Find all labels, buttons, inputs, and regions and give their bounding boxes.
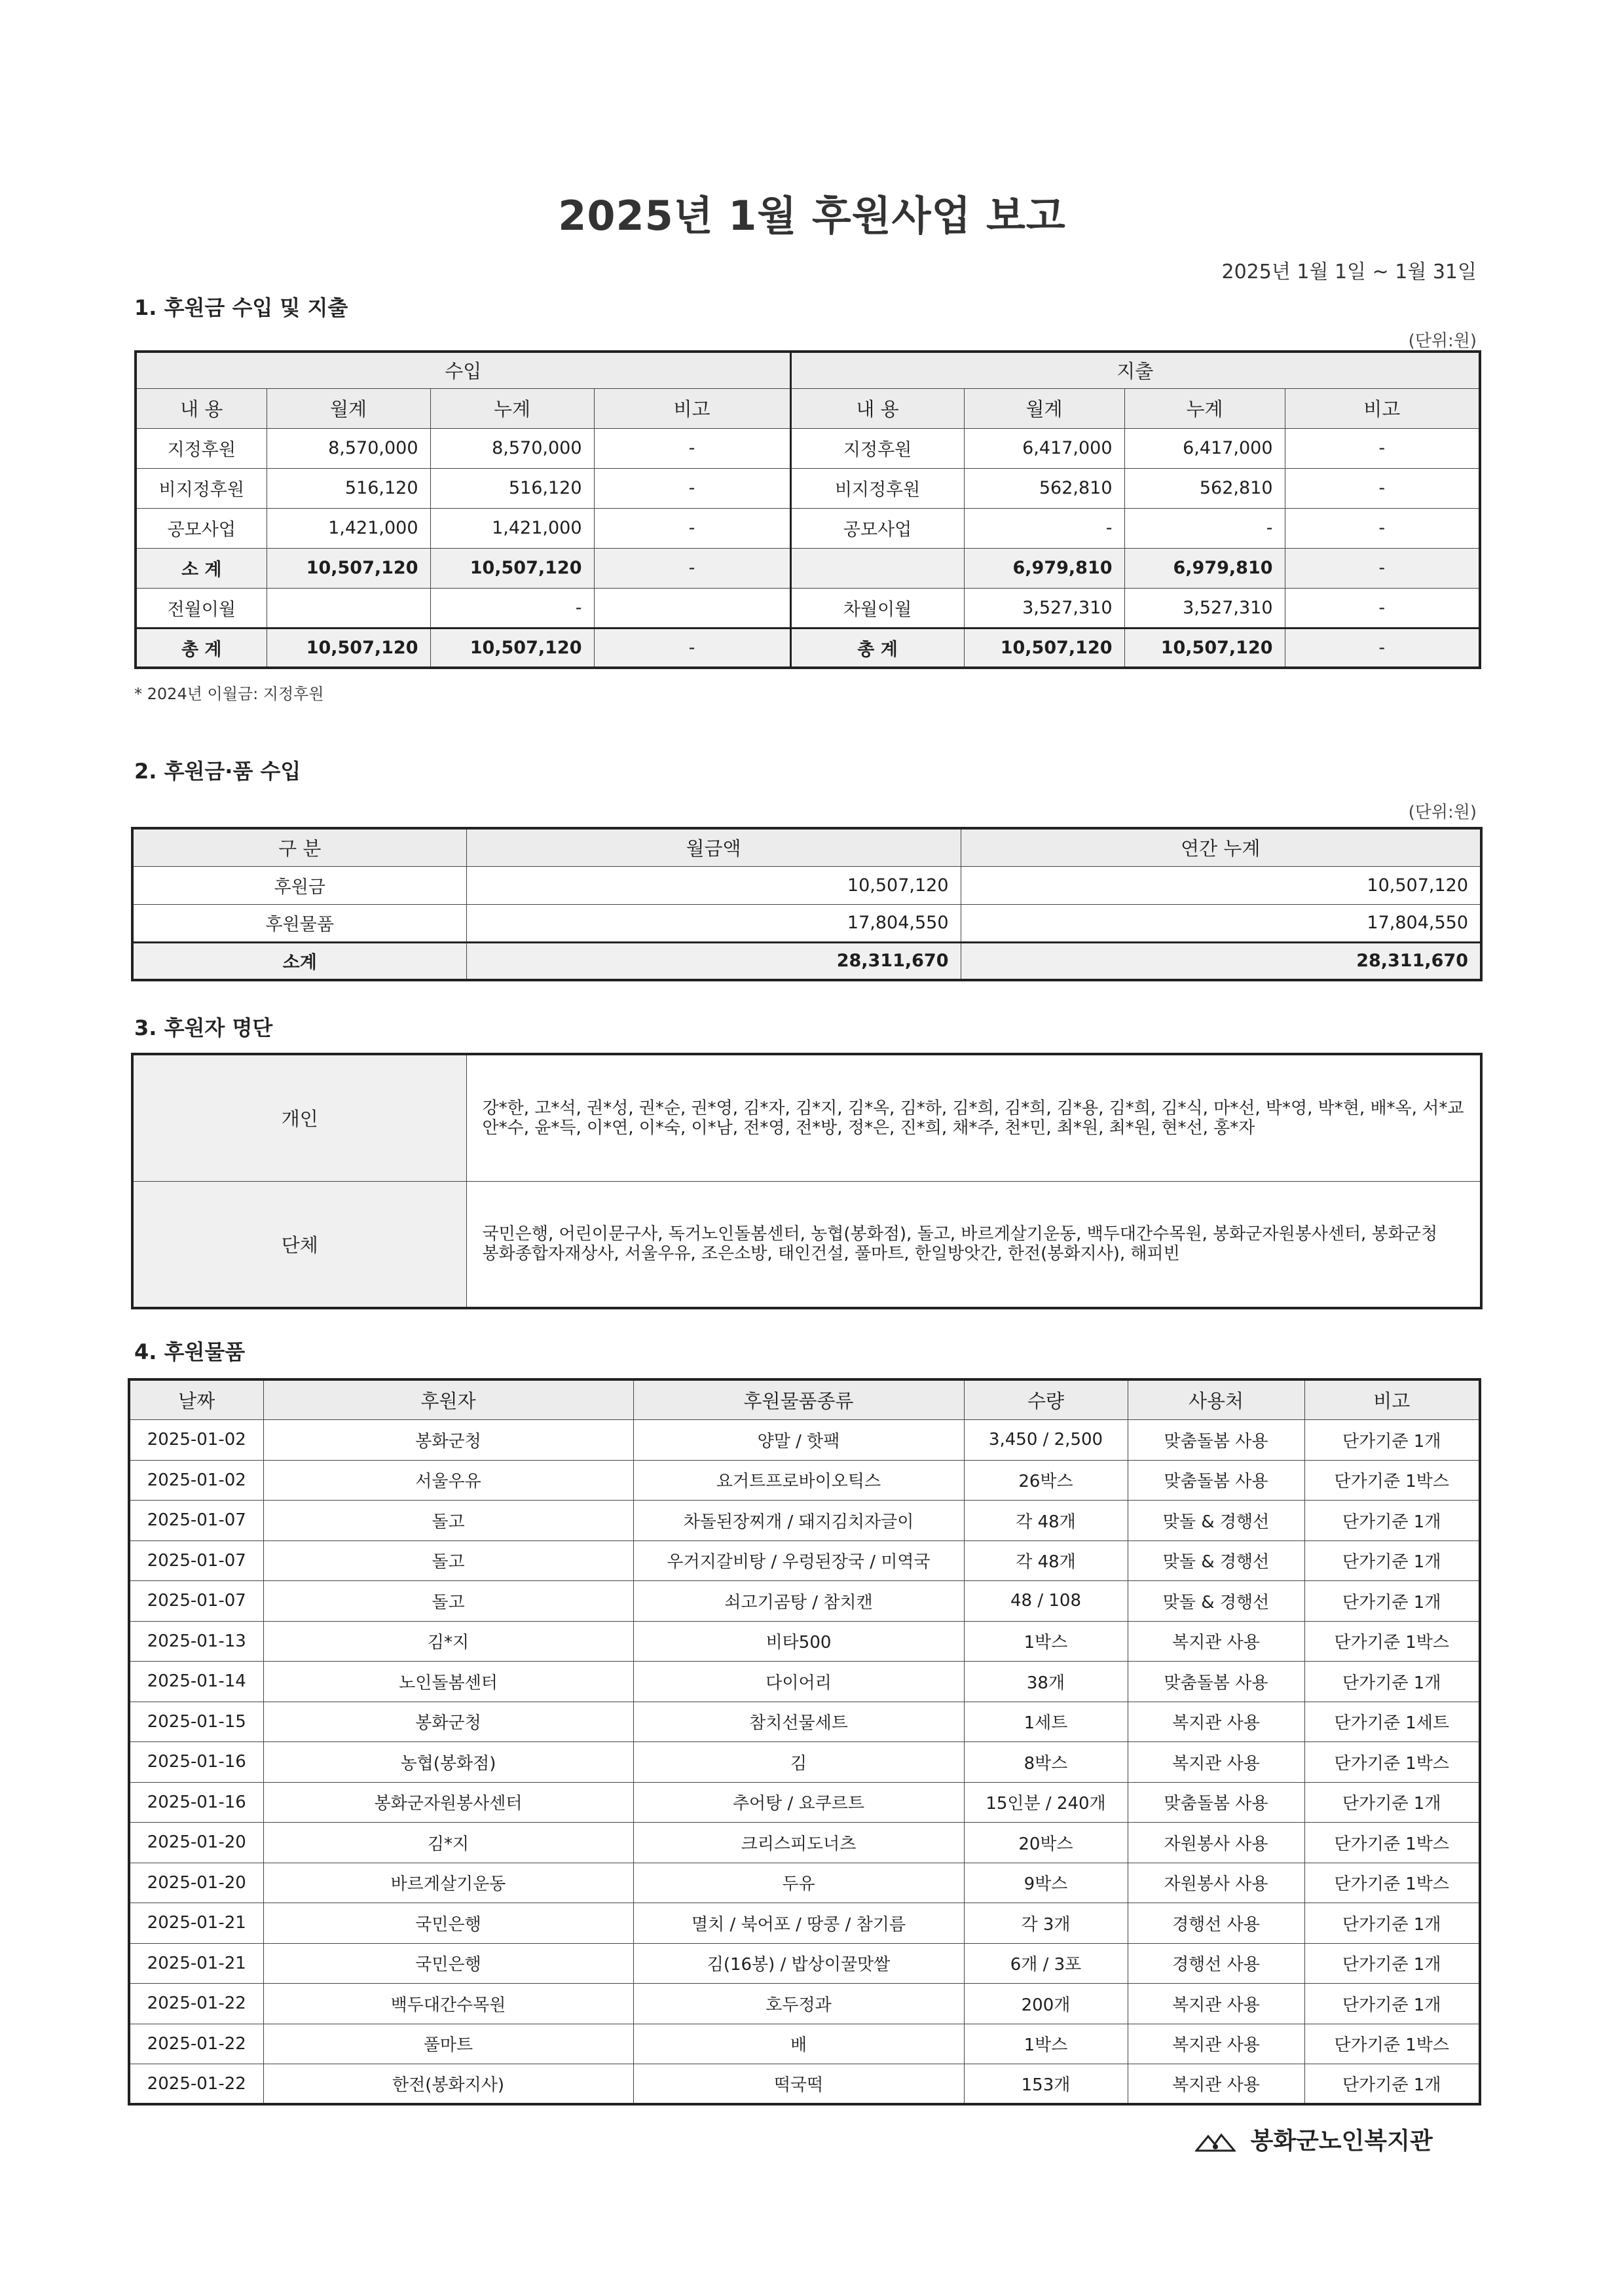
t2-col-header: 월금액 <box>466 828 961 866</box>
table-cell: 1세트 <box>964 1702 1128 1742</box>
table-cell: 6,417,000 <box>1124 428 1285 468</box>
table-cell: - <box>1285 628 1480 668</box>
table-cell: - <box>594 428 790 468</box>
t1-col-header: 누계 <box>1124 388 1285 428</box>
table-cell: 단가기준 1박스 <box>1304 1742 1480 1783</box>
table-cell: 양말 / 핫팩 <box>633 1420 964 1461</box>
table-cell: 26박스 <box>964 1460 1128 1501</box>
table-cell: 봉화군자원봉사센터 <box>263 1782 633 1823</box>
table-cell: 복지관 사용 <box>1128 2064 1304 2105</box>
section1-title: 1. 후원금 수입 및 지출 <box>134 295 348 320</box>
table-cell: 단가기준 1개 <box>1304 1420 1480 1461</box>
table-cell: - <box>1124 508 1285 548</box>
table-cell: 돌고 <box>263 1540 633 1581</box>
table-cell: 서울우유 <box>263 1460 633 1501</box>
table-cell: 2025-01-21 <box>129 1903 263 1944</box>
table-cell: 자원봉사 사용 <box>1128 1823 1304 1863</box>
table-cell: 국민은행 <box>263 1943 633 1984</box>
table-cell: 국민은행 <box>263 1903 633 1944</box>
table-cell: 562,810 <box>1124 468 1285 508</box>
table-cell: 6,979,810 <box>964 548 1124 588</box>
table-cell: 각 48개 <box>964 1501 1128 1541</box>
table-cell: 단가기준 1개 <box>1304 1943 1480 1984</box>
table-row <box>136 588 1480 628</box>
table-cell: 총 계 <box>136 628 267 668</box>
table-cell: 8,570,000 <box>267 428 430 468</box>
table-cell: 지정후원 <box>790 428 964 468</box>
table-cell: 단가기준 1박스 <box>1304 1621 1480 1662</box>
table-cell: 8박스 <box>964 1742 1128 1783</box>
table-cell: 경행선 사용 <box>1128 1903 1304 1944</box>
table-cell: 단가기준 1개 <box>1304 1662 1480 1702</box>
income-header: 수입 <box>136 352 790 388</box>
table-cell: 200개 <box>964 1984 1128 2024</box>
table-cell <box>594 588 790 628</box>
table-cell: 우거지갈비탕 / 우렁된장국 / 미역국 <box>633 1540 964 1581</box>
table-cell: 소계 <box>132 942 466 980</box>
table-cell: 38개 <box>964 1662 1128 1702</box>
table-cell: 봉화군청 <box>263 1420 633 1461</box>
t4-col-header: 수량 <box>964 1379 1128 1420</box>
table-cell: 2025-01-21 <box>129 1943 263 1984</box>
table-cell: 비지정후원 <box>790 468 964 508</box>
t4-col-header: 사용처 <box>1128 1379 1304 1420</box>
table-row <box>129 1621 1480 1662</box>
table-cell: 1,421,000 <box>430 508 594 548</box>
table-cell: 두유 <box>633 1863 964 1903</box>
table-cell: 맞돌 & 경행선 <box>1128 1540 1304 1581</box>
table-cell: 백두대간수목원 <box>263 1984 633 2024</box>
table-cell: 2025-01-07 <box>129 1581 263 1622</box>
donor-list-table <box>131 1053 1483 1309</box>
donation-summary-table <box>131 827 1483 981</box>
section2-unit: (단위:원) <box>1408 803 1477 822</box>
table-cell: 20박스 <box>964 1823 1128 1863</box>
table-cell: 2025-01-15 <box>129 1702 263 1742</box>
table-cell: 2025-01-07 <box>129 1540 263 1581</box>
table-cell: 9박스 <box>964 1863 1128 1903</box>
table-cell: 차월이월 <box>790 588 964 628</box>
table-cell: 비타500 <box>633 1621 964 1662</box>
table-cell: 단가기준 1개 <box>1304 1984 1480 2024</box>
table-cell: 28,311,670 <box>961 942 1481 980</box>
table-cell: 지정후원 <box>136 428 267 468</box>
table-cell: - <box>594 548 790 588</box>
table-cell: 2025-01-16 <box>129 1782 263 1823</box>
table-cell: 풀마트 <box>263 2024 633 2064</box>
table-cell: 516,120 <box>267 468 430 508</box>
table-cell: 한전(봉화지사) <box>263 2064 633 2105</box>
table-row <box>129 1702 1480 1742</box>
table-cell: 단가기준 1개 <box>1304 1501 1480 1541</box>
table-cell: 총 계 <box>790 628 964 668</box>
table-cell: 차돌된장찌개 / 돼지김치자글이 <box>633 1501 964 1541</box>
table-cell: 맞춤돌봄 사용 <box>1128 1782 1304 1823</box>
table-cell: 복지관 사용 <box>1128 1702 1304 1742</box>
table-cell: 10,507,120 <box>466 866 961 904</box>
table-cell: 2025-01-20 <box>129 1863 263 1903</box>
table-cell: 김*지 <box>263 1621 633 1662</box>
table-row <box>132 904 1481 942</box>
table-cell: 떡국떡 <box>633 2064 964 2105</box>
t4-col-header: 비고 <box>1304 1379 1480 1420</box>
t1-col-header: 비고 <box>1285 388 1480 428</box>
table-row <box>129 1863 1480 1903</box>
table-row <box>129 1943 1480 1984</box>
table-cell: 크리스피도너츠 <box>633 1823 964 1863</box>
table-cell: 후원물품 <box>132 904 466 942</box>
table-cell: 10,507,120 <box>964 628 1124 668</box>
t2-col-header: 구 분 <box>132 828 466 866</box>
group-donors-line: 국민은행, 어린이문구사, 독거노인돌봄센터, 농협(봉화점), 돌고, 바르게살기운동, 백두대간수목원, 봉화군자원봉사센터, 봉화군청 <box>482 1224 1438 1245</box>
t1-column-header-row <box>136 388 1480 428</box>
table-cell: 10,507,120 <box>961 866 1481 904</box>
table-cell: 17,804,550 <box>961 904 1481 942</box>
table-cell: 멸치 / 북어포 / 땅콩 / 참기름 <box>633 1903 964 1944</box>
table-cell: - <box>1285 428 1480 468</box>
table-row <box>129 1420 1480 1461</box>
table-cell: 돌고 <box>263 1501 633 1541</box>
table-cell <box>790 548 964 588</box>
table-cell: 복지관 사용 <box>1128 1984 1304 2024</box>
table-cell: 맞돌 & 경행선 <box>1128 1501 1304 1541</box>
table-cell: 6,979,810 <box>1124 548 1285 588</box>
table-cell: 단가기준 1개 <box>1304 1903 1480 1944</box>
table-cell: 자원봉사 사용 <box>1128 1863 1304 1903</box>
table-cell: 요거트프로바이오틱스 <box>633 1460 964 1501</box>
table-cell: 경행선 사용 <box>1128 1943 1304 1984</box>
table-cell: 10,507,120 <box>1124 628 1285 668</box>
table-cell: 2025-01-22 <box>129 1984 263 2024</box>
table-cell: 1박스 <box>964 2024 1128 2064</box>
table-cell: 15인분 / 240개 <box>964 1782 1128 1823</box>
t1-col-header: 누계 <box>430 388 594 428</box>
table-row <box>132 942 1481 980</box>
table-cell: 쇠고기곰탕 / 참치캔 <box>633 1581 964 1622</box>
table-cell: 10,507,120 <box>267 628 430 668</box>
table-cell: 단가기준 1박스 <box>1304 1823 1480 1863</box>
t2-col-header: 연간 누계 <box>961 828 1481 866</box>
table-cell: 3,527,310 <box>964 588 1124 628</box>
table-cell: 516,120 <box>430 468 594 508</box>
table-cell: 2025-01-02 <box>129 1420 263 1461</box>
table-cell: 단가기준 1개 <box>1304 1581 1480 1622</box>
table-cell: 맞돌 & 경행선 <box>1128 1581 1304 1622</box>
table-cell: 추어탕 / 요쿠르트 <box>633 1782 964 1823</box>
individual-label: 개인 <box>132 1054 466 1181</box>
table-cell: - <box>1285 508 1480 548</box>
organization-logo <box>1195 2123 1433 2156</box>
table-cell: 10,507,120 <box>430 548 594 588</box>
table-cell: 562,810 <box>964 468 1124 508</box>
table-cell: - <box>1285 548 1480 588</box>
table-row <box>136 628 1480 668</box>
table-cell: 단가기준 1세트 <box>1304 1702 1480 1742</box>
t4-col-header: 날짜 <box>129 1379 263 1420</box>
t4-col-header: 후원자 <box>263 1379 633 1420</box>
table-cell: 10,507,120 <box>267 548 430 588</box>
table-cell: 김(16봉) / 밥상이꿀맛쌀 <box>633 1943 964 1984</box>
table-cell: 배 <box>633 2024 964 2064</box>
table-cell: 소 계 <box>136 548 267 588</box>
table-cell: 비지정후원 <box>136 468 267 508</box>
table-row <box>129 1581 1480 1622</box>
table-cell: 17,804,550 <box>466 904 961 942</box>
table-row <box>129 1903 1480 1944</box>
table-cell: 맞춤돌봄 사용 <box>1128 1420 1304 1461</box>
table-row <box>129 1460 1480 1501</box>
table-cell: 2025-01-22 <box>129 2064 263 2105</box>
t1-col-header: 내 용 <box>790 388 964 428</box>
table-cell: 맞춤돌봄 사용 <box>1128 1662 1304 1702</box>
table-cell: 복지관 사용 <box>1128 1621 1304 1662</box>
table-cell: - <box>594 468 790 508</box>
table-cell: 6개 / 3포 <box>964 1943 1128 1984</box>
section3-title: 3. 후원자 명단 <box>134 1015 273 1040</box>
group-donors <box>466 1181 1481 1308</box>
section1-unit: (단위:원) <box>1408 331 1477 351</box>
table-row <box>129 1662 1480 1702</box>
donated-goods-table <box>128 1378 1481 2105</box>
table-cell: - <box>594 508 790 548</box>
table-cell: 2025-01-07 <box>129 1501 263 1541</box>
table-cell: 공모사업 <box>136 508 267 548</box>
table-cell: 6,417,000 <box>964 428 1124 468</box>
table-cell: 전월이월 <box>136 588 267 628</box>
t1-col-header: 월계 <box>267 388 430 428</box>
table-cell: 2025-01-02 <box>129 1460 263 1501</box>
organization-name: 봉화군노인복지관 <box>1250 2128 1433 2155</box>
section2-title: 2. 후원금·품 수입 <box>134 759 301 784</box>
table-row <box>129 1782 1480 1823</box>
table-cell: 돌고 <box>263 1581 633 1622</box>
table-cell: 28,311,670 <box>466 942 961 980</box>
table-cell: 2025-01-13 <box>129 1621 263 1662</box>
t1-col-header: 월계 <box>964 388 1124 428</box>
table-row <box>129 2024 1480 2064</box>
table-cell: 각 3개 <box>964 1903 1128 1944</box>
table-cell <box>267 588 430 628</box>
table-row <box>129 1501 1480 1541</box>
table-cell: 복지관 사용 <box>1128 1742 1304 1783</box>
expense-header: 지출 <box>790 352 1480 388</box>
table-cell: 바르게살기운동 <box>263 1863 633 1903</box>
table-row <box>136 428 1480 468</box>
table-row <box>129 1823 1480 1863</box>
table-cell: 153개 <box>964 2064 1128 2105</box>
individual-donors-line: 강*한, 고*석, 권*성, 권*순, 권*영, 김*자, 김*지, 김*옥, 김*하, 김*희, 김*희, 김*용, 김*희, 김*식, 마*선, 박*영, 박*현, 배*옥, 서*교 <box>482 1098 1464 1118</box>
table-cell: - <box>594 628 790 668</box>
t4-col-header: 후원물품종류 <box>633 1379 964 1420</box>
table-row <box>132 866 1481 904</box>
table-row <box>129 1984 1480 2024</box>
table-cell: 3,527,310 <box>1124 588 1285 628</box>
table-cell: 단가기준 1개 <box>1304 1782 1480 1823</box>
table-cell: 참치선물세트 <box>633 1702 964 1742</box>
table-cell: 단가기준 1개 <box>1304 2064 1480 2105</box>
table-cell: - <box>964 508 1124 548</box>
table-cell: 김 <box>633 1742 964 1783</box>
table-cell: 8,570,000 <box>430 428 594 468</box>
document-title: 2025년 1월 후원사업 보고 <box>558 192 1066 240</box>
table-cell: 노인돌봄센터 <box>263 1662 633 1702</box>
section1-footnote: * 2024년 이월금: 지정후원 <box>134 685 324 703</box>
table-cell: 단가기준 1박스 <box>1304 1460 1480 1501</box>
table-cell: 봉화군청 <box>263 1702 633 1742</box>
table-row <box>129 1742 1480 1783</box>
table-cell: 2025-01-22 <box>129 2024 263 2064</box>
table-cell: - <box>1285 588 1480 628</box>
t1-col-header: 비고 <box>594 388 790 428</box>
table-cell: 2025-01-16 <box>129 1742 263 1783</box>
table-cell: 호두정과 <box>633 1984 964 2024</box>
table-cell: 1박스 <box>964 1621 1128 1662</box>
table-cell: 농협(봉화점) <box>263 1742 633 1783</box>
t1-col-header: 내 용 <box>136 388 267 428</box>
table-cell: 2025-01-14 <box>129 1662 263 1702</box>
table-cell: 단가기준 1개 <box>1304 1540 1480 1581</box>
table-cell: 공모사업 <box>790 508 964 548</box>
table-row <box>136 548 1480 588</box>
organization-logo-icon <box>1195 2132 1236 2152</box>
group-label: 단체 <box>132 1181 466 1308</box>
table-cell: 1,421,000 <box>267 508 430 548</box>
table-row <box>136 508 1480 548</box>
section4-title: 4. 후원물품 <box>134 1339 246 1364</box>
table-cell: 단가기준 1박스 <box>1304 1863 1480 1903</box>
income-expense-table <box>134 350 1481 669</box>
individual-donors-line: 안*수, 윤*득, 이*연, 이*숙, 이*남, 전*영, 전*방, 정*은, 진*희, 채*주, 천*민, 최*원, 최*원, 현*선, 홍*자 <box>482 1118 1255 1138</box>
table-cell: 3,450 / 2,500 <box>964 1420 1128 1461</box>
table-row <box>136 468 1480 508</box>
table-cell: 48 / 108 <box>964 1581 1128 1622</box>
table-cell: 맞춤돌봄 사용 <box>1128 1460 1304 1501</box>
table-cell: - <box>1285 468 1480 508</box>
table-row <box>129 1540 1480 1581</box>
table-cell: - <box>430 588 594 628</box>
group-donors-line: 봉화종합자재상사, 서울우유, 조은소방, 태인건설, 풀마트, 한일방앗간, 한전(봉화지사), 해피빈 <box>482 1244 1180 1264</box>
table-cell: 김*지 <box>263 1823 633 1863</box>
table-cell: 각 48개 <box>964 1540 1128 1581</box>
table-row <box>129 2064 1480 2105</box>
table-cell: 다이어리 <box>633 1662 964 1702</box>
report-period: 2025년 1월 1일 ~ 1월 31일 <box>1221 261 1477 283</box>
table-cell: 2025-01-20 <box>129 1823 263 1863</box>
table-cell: 10,507,120 <box>430 628 594 668</box>
individual-donors <box>466 1054 1481 1181</box>
table-cell: 후원금 <box>132 866 466 904</box>
table-cell: 복지관 사용 <box>1128 2024 1304 2064</box>
table-cell: 단가기준 1박스 <box>1304 2024 1480 2064</box>
